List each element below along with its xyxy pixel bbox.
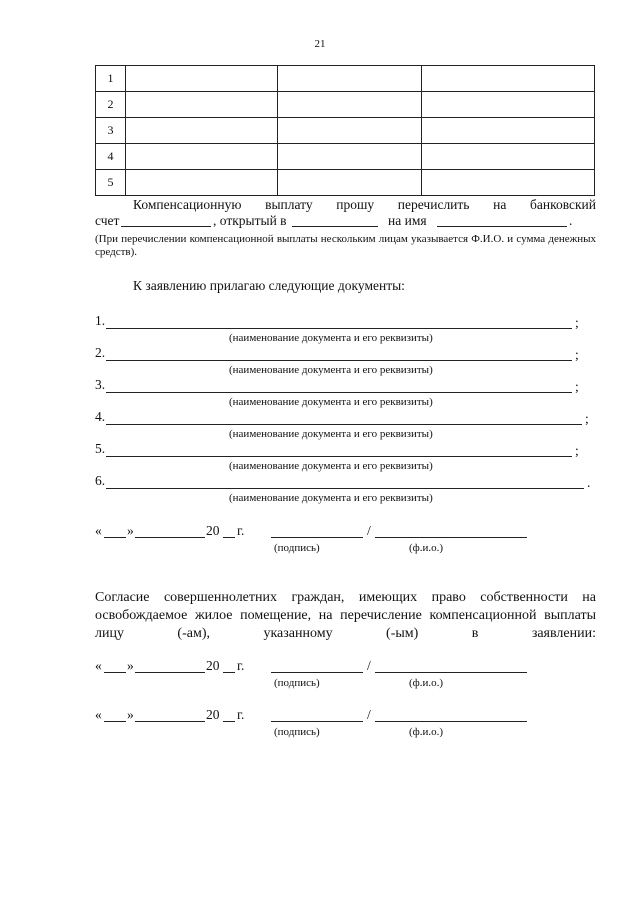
document-item-end: ; bbox=[585, 411, 589, 426]
year-suffix: г. bbox=[237, 707, 245, 722]
document-number: 2. bbox=[95, 345, 106, 360]
signature-caption: (подпись) bbox=[274, 726, 320, 738]
document-item-end: ; bbox=[575, 315, 579, 330]
document-item bbox=[95, 409, 595, 427]
date-quote-open: « bbox=[95, 707, 102, 722]
date-quote-close: » bbox=[127, 523, 134, 538]
bank-name-field[interactable] bbox=[292, 226, 378, 227]
year-field[interactable] bbox=[223, 537, 235, 538]
date-quote-close: » bbox=[127, 707, 134, 722]
consent-signature-2 bbox=[95, 707, 565, 743]
account-line bbox=[95, 213, 596, 229]
table-cell[interactable] bbox=[126, 170, 278, 196]
account-holder-field[interactable] bbox=[437, 226, 567, 227]
table-row bbox=[96, 144, 595, 170]
page-number: 21 bbox=[314, 38, 326, 50]
year-suffix: г. bbox=[237, 523, 245, 538]
slash: / bbox=[367, 658, 371, 673]
document-item-end: ; bbox=[575, 347, 579, 362]
table-cell[interactable] bbox=[422, 170, 595, 196]
document-item bbox=[95, 377, 595, 395]
year-prefix: 20 bbox=[206, 658, 220, 673]
document-item bbox=[95, 441, 595, 459]
signature-field[interactable] bbox=[271, 537, 363, 538]
row-number: 1 bbox=[96, 66, 126, 92]
table-row bbox=[96, 118, 595, 144]
date-quote-open: « bbox=[95, 523, 102, 538]
document-name-field[interactable] bbox=[106, 392, 572, 393]
consent-signature-1 bbox=[95, 658, 565, 694]
document-number: 6. bbox=[95, 473, 106, 488]
account-opened-label: , открытый в bbox=[213, 213, 287, 228]
month-field[interactable] bbox=[135, 537, 205, 538]
table-cell[interactable] bbox=[278, 144, 422, 170]
table-cell[interactable] bbox=[126, 144, 278, 170]
document-item bbox=[95, 473, 595, 491]
year-suffix: г. bbox=[237, 658, 245, 673]
payment-request-line: Компенсационную выплату прошу перечислить на банковский bbox=[133, 197, 596, 212]
document-caption: (наименование документа и его реквизиты) bbox=[229, 460, 433, 472]
fio-caption: (ф.и.о.) bbox=[409, 542, 444, 554]
fio-caption: (ф.и.о.) bbox=[409, 677, 444, 689]
document-item-end: ; bbox=[575, 443, 579, 458]
account-prefix: счет bbox=[95, 213, 120, 228]
payment-note: (При перечислении компенсационной выплаты нескольким лицам указывается Ф.И.О. и сумма денежных средств). bbox=[95, 233, 596, 258]
year-field[interactable] bbox=[223, 721, 235, 722]
document-caption: (наименование документа и его реквизиты) bbox=[229, 492, 433, 504]
document-number: 1. bbox=[95, 313, 106, 328]
slash: / bbox=[367, 523, 371, 538]
documents-heading: К заявлению прилагаю следующие документы: bbox=[133, 278, 405, 293]
month-field[interactable] bbox=[135, 672, 205, 673]
document-number: 3. bbox=[95, 377, 106, 392]
account-number-field[interactable] bbox=[121, 226, 211, 227]
document-item bbox=[95, 345, 595, 363]
table-cell[interactable] bbox=[422, 144, 595, 170]
row-number: 3 bbox=[96, 118, 126, 144]
table-cell[interactable] bbox=[278, 66, 422, 92]
recipients-table bbox=[95, 65, 595, 196]
date-quote-close: » bbox=[127, 658, 134, 673]
document-name-field[interactable] bbox=[106, 360, 572, 361]
document-number: 4. bbox=[95, 409, 106, 424]
table-cell[interactable] bbox=[126, 66, 278, 92]
year-prefix: 20 bbox=[206, 707, 220, 722]
table-row bbox=[96, 92, 595, 118]
document-name-field[interactable] bbox=[106, 424, 582, 425]
day-field[interactable] bbox=[104, 672, 126, 673]
row-number: 4 bbox=[96, 144, 126, 170]
table-cell[interactable] bbox=[422, 66, 595, 92]
day-field[interactable] bbox=[104, 721, 126, 722]
table-cell[interactable] bbox=[126, 92, 278, 118]
document-name-field[interactable] bbox=[106, 456, 572, 457]
fio-field[interactable] bbox=[375, 721, 527, 722]
date-quote-open: « bbox=[95, 658, 102, 673]
document-caption: (наименование документа и его реквизиты) bbox=[229, 396, 433, 408]
account-line-end: . bbox=[569, 213, 573, 228]
document-number: 5. bbox=[95, 441, 106, 456]
applicant-signature bbox=[95, 523, 565, 559]
signature-caption: (подпись) bbox=[274, 542, 320, 554]
document-caption: (наименование документа и его реквизиты) bbox=[229, 428, 433, 440]
table-cell[interactable] bbox=[422, 92, 595, 118]
fio-field[interactable] bbox=[375, 537, 527, 538]
signature-field[interactable] bbox=[271, 721, 363, 722]
month-field[interactable] bbox=[135, 721, 205, 722]
document-caption: (наименование документа и его реквизиты) bbox=[229, 332, 433, 344]
table-cell[interactable] bbox=[126, 118, 278, 144]
row-number: 2 bbox=[96, 92, 126, 118]
fio-caption: (ф.и.о.) bbox=[409, 726, 444, 738]
fio-field[interactable] bbox=[375, 672, 527, 673]
row-number: 5 bbox=[96, 170, 126, 196]
document-item-end: . bbox=[587, 475, 591, 490]
signature-field[interactable] bbox=[271, 672, 363, 673]
year-field[interactable] bbox=[223, 672, 235, 673]
day-field[interactable] bbox=[104, 537, 126, 538]
table-cell[interactable] bbox=[422, 118, 595, 144]
table-row bbox=[96, 170, 595, 196]
document-name-field[interactable] bbox=[106, 328, 572, 329]
document-caption: (наименование документа и его реквизиты) bbox=[229, 364, 433, 376]
slash: / bbox=[367, 707, 371, 722]
document-item bbox=[95, 313, 595, 331]
document-item-end: ; bbox=[575, 379, 579, 394]
table-cell[interactable] bbox=[278, 170, 422, 196]
signature-caption: (подпись) bbox=[274, 677, 320, 689]
document-name-field[interactable] bbox=[106, 488, 584, 489]
table-row bbox=[96, 66, 595, 92]
account-holder-label: на имя bbox=[388, 213, 427, 228]
table-cell[interactable] bbox=[278, 118, 422, 144]
year-prefix: 20 bbox=[206, 523, 220, 538]
consent-text: Согласие совершеннолетних граждан, имеющих право собственности на освобождаемое жилое помещение, на перечисление компенсационной выплаты лицу (-ам), указанному (-ым) в заявлении: bbox=[95, 590, 596, 641]
table-cell[interactable] bbox=[278, 92, 422, 118]
